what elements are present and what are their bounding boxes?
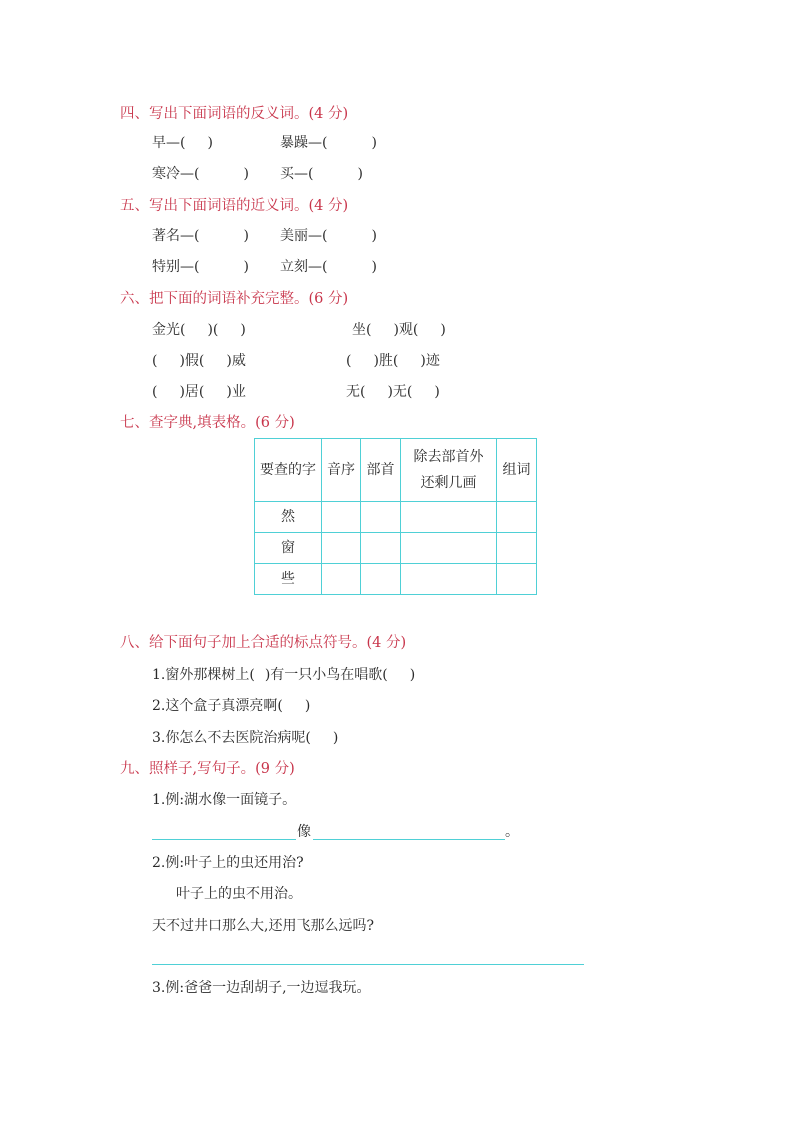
char-cell: 窗 [255,533,322,564]
item-text: ) [371,135,377,151]
answer-cell[interactable] [322,533,361,564]
item-text: 著名—( [152,228,200,244]
answer-cell[interactable] [401,564,497,595]
synonym-item-1 [152,226,249,246]
idiom-item [346,351,440,371]
item-text: ( [152,353,158,369]
dictionary-table [254,438,537,595]
answer-cell[interactable] [497,564,537,595]
section-7-heading: 七、查字典,填表格。(6 分) [120,415,295,431]
idiom-item [152,351,246,371]
example-3: 3.例:爸爸一边刮胡子,一边逗我玩。 [152,980,371,996]
punctuation-item-2 [152,696,310,716]
answer-cell[interactable] [401,502,497,533]
idiom-item [152,320,246,340]
antonym-item-1 [152,133,213,153]
item-text: ) [440,322,446,338]
answer-line[interactable] [152,839,296,840]
item-text: ) [434,384,440,400]
section-6-heading: 六、把下面的词语补充完整。(6 分) [120,291,349,307]
header-line: 除去部首外 [413,449,484,465]
char-cell: 些 [255,564,322,595]
section-5-heading: 五、写出下面词语的近义词。(4 分) [120,198,349,214]
item-text: ) [371,259,377,275]
item-text: )( [207,322,219,338]
item-text: 美丽—( [280,228,328,244]
synonym-item-2 [280,226,377,246]
item-text: ) [243,259,249,275]
item-text: ) [332,730,339,746]
item-text: 金光( [152,322,186,338]
item-text: 1.窗外那棵树上( [152,667,255,683]
antonym-item-2 [280,133,377,153]
example-1-period: 。 [505,824,519,840]
char-cell: 然 [255,502,322,533]
header-cell: 部首 [361,439,401,502]
item-text: )有一只小鸟在唱歌( [264,667,388,683]
section-4-heading: 四、写出下面词语的反义词。(4 分) [120,106,349,122]
answer-cell[interactable] [361,502,401,533]
item-text: ( [152,384,158,400]
example-2-answer: 叶子上的虫不用治。 [176,886,302,902]
item-text: 3.你怎么不去医院治病呢( [152,730,311,746]
item-text: )胜( [373,353,399,369]
item-text: ) [409,667,416,683]
item-text: )业 [226,384,246,400]
antonym-item-4 [280,164,363,184]
item-text: ( [346,353,352,369]
antonym-item-3 [152,164,249,184]
synonym-item-3 [152,257,249,277]
item-text: )迹 [420,353,440,369]
header-cell [401,439,497,502]
example-2-question: 天不过井口那么大,还用飞那么远吗? [152,918,374,934]
header-cell: 要查的字 [255,439,322,502]
answer-line[interactable] [313,839,505,840]
item-text: 2.这个盒子真漂亮啊( [152,698,283,714]
item-text: )无( [387,384,413,400]
idiom-item [152,382,246,402]
item-text: 早—( [152,135,186,151]
item-text: )威 [226,353,246,369]
answer-cell[interactable] [497,533,537,564]
item-text: ) [357,166,363,182]
item-text: 无( [346,384,366,400]
item-text: )假( [179,353,205,369]
answer-cell[interactable] [322,564,361,595]
item-text: ) [243,166,249,182]
example-1-mid-word: 像 [297,824,311,840]
item-text: )居( [179,384,205,400]
punctuation-item-3 [152,728,338,748]
item-text: 暴躁—( [280,135,328,151]
answer-line[interactable] [152,964,584,965]
item-text: ) [304,698,311,714]
item-text: 特别—( [152,259,200,275]
example-2: 2.例:叶子上的虫还用治? [152,855,304,871]
synonym-item-4 [280,257,377,277]
item-text: ) [243,228,249,244]
header-cell: 组词 [497,439,537,502]
header-cell: 音序 [322,439,361,502]
item-text: 买—( [280,166,314,182]
idiom-item [352,320,446,340]
header-line: 还剩几画 [420,475,477,491]
item-text: ) [207,135,213,151]
item-text: ) [240,322,246,338]
answer-cell[interactable] [361,533,401,564]
item-text: 立刻—( [280,259,328,275]
section-8-heading: 八、给下面句子加上合适的标点符号。(4 分) [120,635,407,651]
idiom-item [346,382,440,402]
answer-cell[interactable] [361,564,401,595]
answer-cell[interactable] [497,502,537,533]
section-9-heading: 九、照样子,写句子。(9 分) [120,761,295,777]
answer-cell[interactable] [401,533,497,564]
answer-cell[interactable] [322,502,361,533]
punctuation-item-1 [152,665,415,685]
item-text: 坐( [352,322,372,338]
example-1: 1.例:湖水像一面镜子。 [152,792,297,808]
item-text: 寒冷—( [152,166,200,182]
item-text: )观( [393,322,419,338]
item-text: ) [371,228,377,244]
